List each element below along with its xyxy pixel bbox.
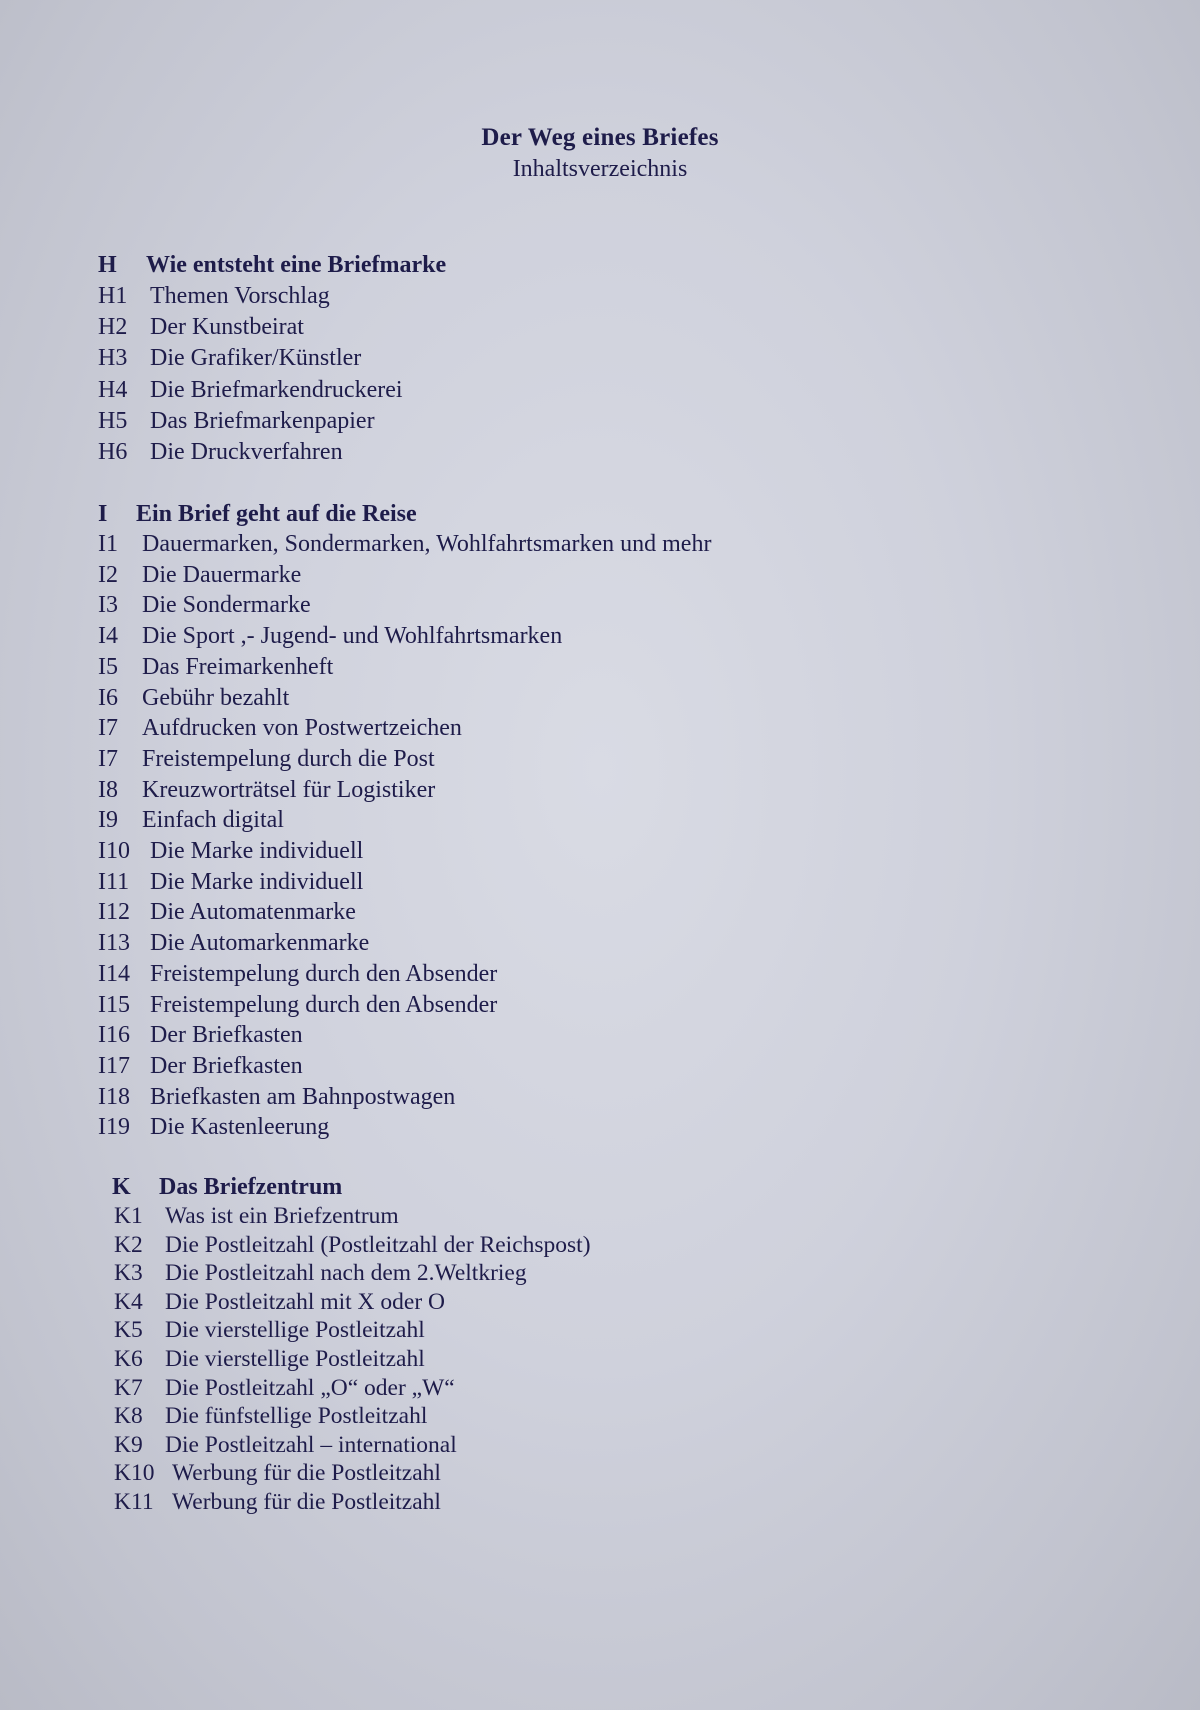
entry-text: Die vierstellige Postleitzahl xyxy=(165,1345,425,1372)
toc-entry xyxy=(98,621,711,652)
toc-entry xyxy=(98,560,711,591)
toc-entry xyxy=(98,713,711,744)
entry-code: K4 xyxy=(114,1288,143,1315)
entry-code: I15 xyxy=(98,991,130,1018)
entry-text: Aufdrucken von Postwertzeichen xyxy=(142,715,462,742)
entry-code: H6 xyxy=(98,439,128,466)
entry-code: I6 xyxy=(98,684,118,711)
entry-text: Die Druckverfahren xyxy=(150,439,343,466)
entry-code: I3 xyxy=(98,592,118,619)
entry-text: Gebühr bezahlt xyxy=(142,684,290,711)
entry-text: Die Sport ,- Jugend- und Wohlfahrtsmarken xyxy=(142,623,563,650)
toc-entry xyxy=(98,652,711,683)
entry-text: Werbung für die Postleitzahl xyxy=(172,1460,441,1487)
toc-entry xyxy=(98,281,403,312)
toc-entry xyxy=(114,1259,591,1288)
entry-code: I1 xyxy=(98,531,118,557)
entry-code: I17 xyxy=(98,1052,130,1079)
entry-code: I11 xyxy=(98,868,130,895)
entry-text: Die Automarkenmarke xyxy=(150,930,370,957)
toc-entry xyxy=(98,683,711,714)
entry-text: Dauermarken, Sondermarken, Wohlfahrtsmarken und mehr xyxy=(142,531,712,557)
toc-entry xyxy=(114,1431,591,1460)
toc-entry xyxy=(114,1316,591,1345)
entry-code: K6 xyxy=(114,1345,143,1372)
toc-list-h xyxy=(98,281,403,468)
entry-code: K7 xyxy=(114,1374,143,1401)
section-heading-k xyxy=(112,1172,342,1202)
entry-text: Die fünfstellige Postleitzahl xyxy=(165,1403,428,1430)
entry-code: I12 xyxy=(98,899,130,926)
entry-text: Die Postleitzahl nach dem 2.Weltkrieg xyxy=(165,1260,527,1287)
entry-code: H4 xyxy=(98,376,128,403)
toc-entry xyxy=(114,1202,591,1231)
entry-code: K2 xyxy=(114,1231,143,1258)
toc-entry xyxy=(98,775,711,806)
entry-text: Der Kunstbeirat xyxy=(150,314,304,341)
entry-text: Der Briefkasten xyxy=(150,1052,303,1079)
entry-text: Freistempelung durch den Absender xyxy=(150,960,498,987)
entry-text: Was ist ein Briefzentrum xyxy=(165,1203,399,1229)
section-heading-i xyxy=(98,499,417,529)
toc-list-k xyxy=(114,1202,591,1517)
entry-text: Die Dauermarke xyxy=(142,561,302,588)
entry-code: I4 xyxy=(98,623,118,650)
toc-entry xyxy=(98,1112,711,1143)
entry-code: I10 xyxy=(98,838,130,865)
entry-text: Werbung für die Postleitzahl xyxy=(172,1488,441,1515)
section-title: Das Briefzentrum xyxy=(159,1174,343,1200)
entry-text: Die Briefmarkendruckerei xyxy=(150,376,403,403)
section-heading-h xyxy=(98,250,446,280)
toc-list-i xyxy=(98,529,711,1143)
toc-entry xyxy=(98,1051,711,1082)
toc-entry xyxy=(98,375,403,406)
entry-code: H1 xyxy=(98,283,128,309)
document-title: Der Weg eines Briefes xyxy=(481,124,719,151)
entry-text: Die vierstellige Postleitzahl xyxy=(165,1317,425,1344)
toc-entry xyxy=(98,744,711,775)
entry-code: I2 xyxy=(98,561,118,588)
entry-code: K10 xyxy=(114,1460,155,1487)
entry-text: Freistempelung durch den Absender xyxy=(150,991,498,1018)
entry-text: Die Marke individuell xyxy=(150,838,364,865)
toc-entry xyxy=(98,529,711,560)
entry-code: H3 xyxy=(98,345,128,372)
toc-entry xyxy=(114,1402,591,1431)
toc-entry xyxy=(98,959,711,990)
section-title: Ein Brief geht auf die Reise xyxy=(136,501,417,527)
toc-entry xyxy=(98,312,403,343)
toc-entry xyxy=(114,1231,591,1260)
toc-entry xyxy=(98,928,711,959)
entry-code: K1 xyxy=(114,1203,143,1229)
toc-entry xyxy=(114,1459,591,1488)
entry-code: I5 xyxy=(98,653,118,680)
toc-entry xyxy=(98,590,711,621)
toc-entry xyxy=(98,406,403,437)
entry-text: Die Grafiker/Künstler xyxy=(150,345,362,372)
entry-text: Themen Vorschlag xyxy=(150,283,330,309)
toc-entry xyxy=(98,437,403,468)
toc-entry xyxy=(98,990,711,1021)
section-code: K xyxy=(112,1174,131,1200)
entry-text: Kreuzworträtsel für Logistiker xyxy=(142,776,436,803)
entry-text: Die Postleitzahl mit X oder O xyxy=(165,1288,445,1315)
entry-text: Briefkasten am Bahnpostwagen xyxy=(150,1083,456,1110)
toc-entry xyxy=(98,1082,711,1113)
toc-entry xyxy=(98,897,711,928)
toc-entry xyxy=(114,1345,591,1374)
entry-text: Das Freimarkenheft xyxy=(142,653,334,680)
entry-text: Die Automatenmarke xyxy=(150,899,356,926)
entry-code: I14 xyxy=(98,960,130,987)
section-title: Wie entsteht eine Briefmarke xyxy=(146,252,447,278)
entry-code: I9 xyxy=(98,807,118,834)
entry-text: Die Postleitzahl „O“ oder „W“ xyxy=(165,1374,455,1401)
entry-text: Die Postleitzahl – international xyxy=(165,1431,457,1458)
entry-code: H5 xyxy=(98,407,128,434)
entry-text: Die Marke individuell xyxy=(150,868,364,895)
document-subtitle: Inhaltsverzeichnis xyxy=(512,156,688,182)
entry-code: I19 xyxy=(98,1114,130,1141)
toc-entry xyxy=(114,1288,591,1317)
entry-code: K9 xyxy=(114,1431,143,1458)
entry-text: Die Sondermarke xyxy=(142,592,311,619)
entry-text: Freistempelung durch die Post xyxy=(142,745,435,772)
entry-code: K11 xyxy=(114,1488,154,1515)
toc-entry xyxy=(114,1374,591,1403)
entry-code: I16 xyxy=(98,1022,130,1049)
entry-text: Die Postleitzahl (Postleitzahl der Reichspost) xyxy=(165,1231,591,1258)
toc-entry xyxy=(98,867,711,898)
section-code: I xyxy=(98,501,108,527)
section-code: H xyxy=(98,252,117,278)
entry-code: I8 xyxy=(98,776,118,803)
entry-code: I13 xyxy=(98,930,130,957)
entry-code: I7 xyxy=(98,745,118,772)
entry-code: K3 xyxy=(114,1260,143,1287)
entry-code: K8 xyxy=(114,1403,143,1430)
entry-code: H2 xyxy=(98,314,128,341)
entry-code: K5 xyxy=(114,1317,143,1344)
entry-code: I7 xyxy=(98,715,118,742)
document-header xyxy=(0,122,1200,184)
toc-entry xyxy=(98,1020,711,1051)
toc-entry xyxy=(98,805,711,836)
entry-text: Das Briefmarkenpapier xyxy=(150,407,375,434)
toc-entry xyxy=(98,343,403,374)
toc-entry xyxy=(98,836,711,867)
entry-code: I18 xyxy=(98,1083,130,1110)
entry-text: Einfach digital xyxy=(142,807,284,834)
toc-entry xyxy=(114,1488,591,1517)
entry-text: Der Briefkasten xyxy=(150,1022,303,1049)
entry-text: Die Kastenleerung xyxy=(150,1114,330,1141)
